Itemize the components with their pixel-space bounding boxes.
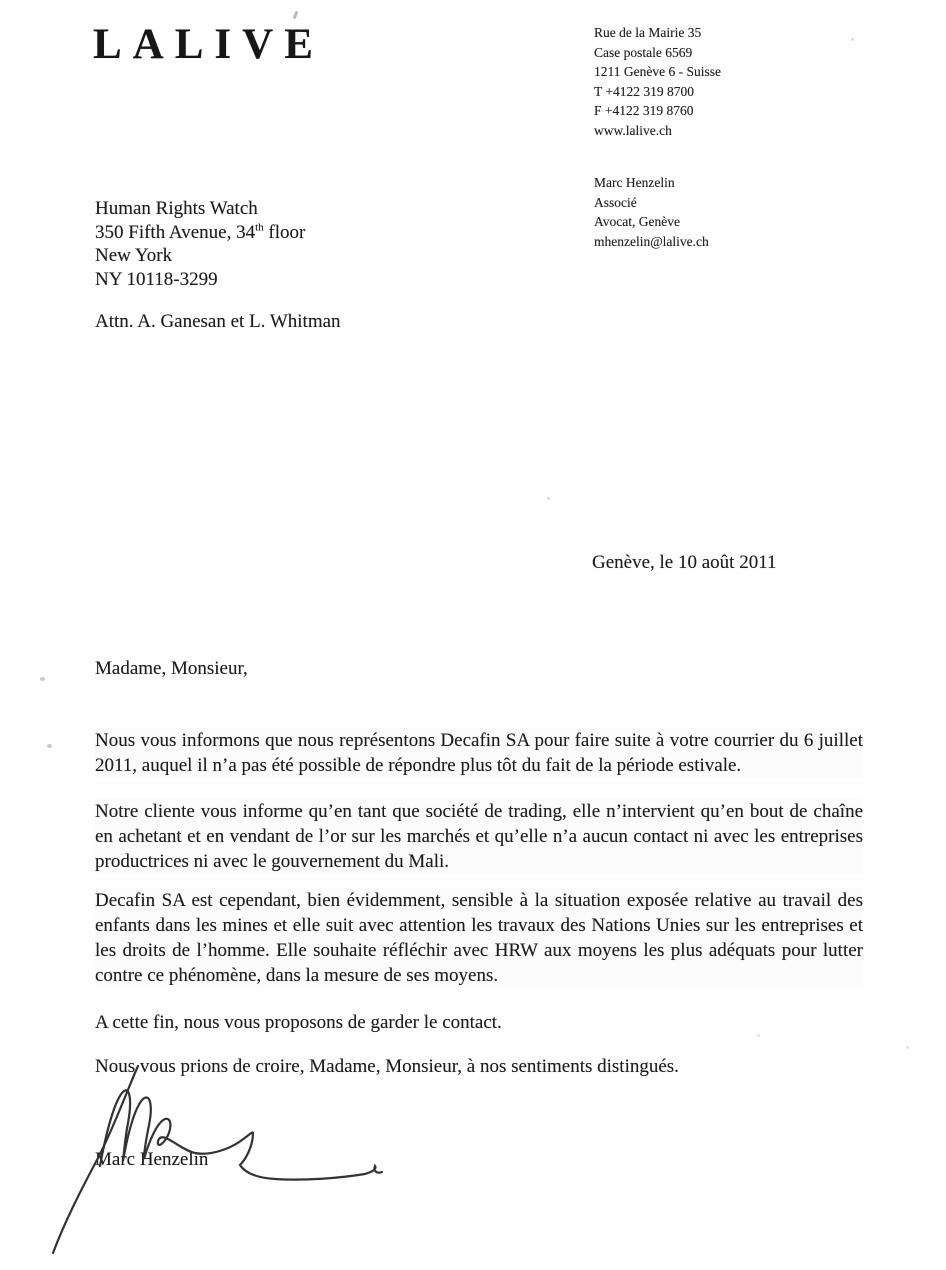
scan-speck	[547, 497, 550, 500]
recipient-street-floor: floor	[263, 221, 306, 243]
body-paragraph-1: Nous vous informons que nous représentons Decafin SA pour faire suite à votre courrier du 6 juillet 2011, auquel il n’a pas été possible de répondre plus tôt du fait de la période estivale.	[95, 730, 863, 776]
letterhead-street: Rue de la Mairie 35	[594, 25, 702, 40]
scan-speck	[757, 1034, 760, 1037]
letterhead-address-block	[594, 23, 721, 140]
letterhead-fax: F +4122 319 8760	[594, 103, 694, 118]
dateline: Genève, le 10 août 2011	[592, 552, 777, 573]
scan-speck	[47, 744, 52, 748]
body-paragraph-3: Decafin SA est cependant, bien évidemment, sensible à la situation exposée relative au travail des enfants dans les mines et elle suit avec attention les travaux des Nations Unies sur les entreprises et les droits de l’homme. Elle souhaite réfléchir avec HRW aux moyens les plus adéquats pour lutter contre ce phénomène, dans la mesure de ses moyens.	[95, 890, 863, 986]
letterhead-contact-block	[594, 173, 709, 251]
salutation: Madame, Monsieur,	[95, 658, 248, 679]
closing-line: Nous vous prions de croire, Madame, Monsieur, à nos sentiments distingués.	[95, 1056, 679, 1077]
scan-speck	[40, 677, 45, 681]
letterhead-phone: T +4122 319 8700	[594, 83, 694, 99]
lalive-logo: LALIVE	[93, 21, 324, 68]
contact-name: Marc Henzelin	[594, 175, 675, 190]
contact-email: mhenzelin@lalive.ch	[594, 233, 709, 249]
contact-role: Avocat, Genève	[594, 214, 680, 229]
recipient-postal: NY 10118-3299	[95, 268, 218, 290]
recipient-address-block	[95, 197, 305, 291]
handwritten-signature	[20, 1053, 420, 1268]
contact-title: Associé	[594, 194, 637, 210]
recipient-name: Human Rights Watch	[95, 198, 258, 219]
scan-speck	[851, 38, 854, 41]
letterhead-website: www.lalive.ch	[594, 122, 672, 138]
recipient-city: New York	[95, 245, 173, 266]
signer-name: Marc Henzelin	[95, 1149, 209, 1170]
letterhead-city: 1211 Genève 6 - Suisse	[594, 64, 721, 79]
letterhead-pobox: Case postale 6569	[594, 44, 693, 60]
body-paragraph-2: Notre cliente vous informe qu’en tant que société de trading, elle n’intervient qu’en bout de chaîne en achetant et en vendant de l’or sur les marchés et qu’elle n’a aucun contact ni avec les entreprises productrices ni avec le gouvernement du Mali.	[95, 801, 863, 872]
ordinal-suffix: th	[255, 221, 264, 234]
recipient-street	[95, 221, 305, 245]
scan-speck	[293, 11, 299, 20]
recipient-street-number: 350 Fifth Avenue, 34	[95, 221, 256, 243]
scan-speck	[906, 1046, 909, 1049]
attention-line: Attn. A. Ganesan et L. Whitman	[95, 311, 341, 332]
body-paragraph-4: A cette fin, nous vous proposons de garder le contact.	[95, 1012, 502, 1033]
